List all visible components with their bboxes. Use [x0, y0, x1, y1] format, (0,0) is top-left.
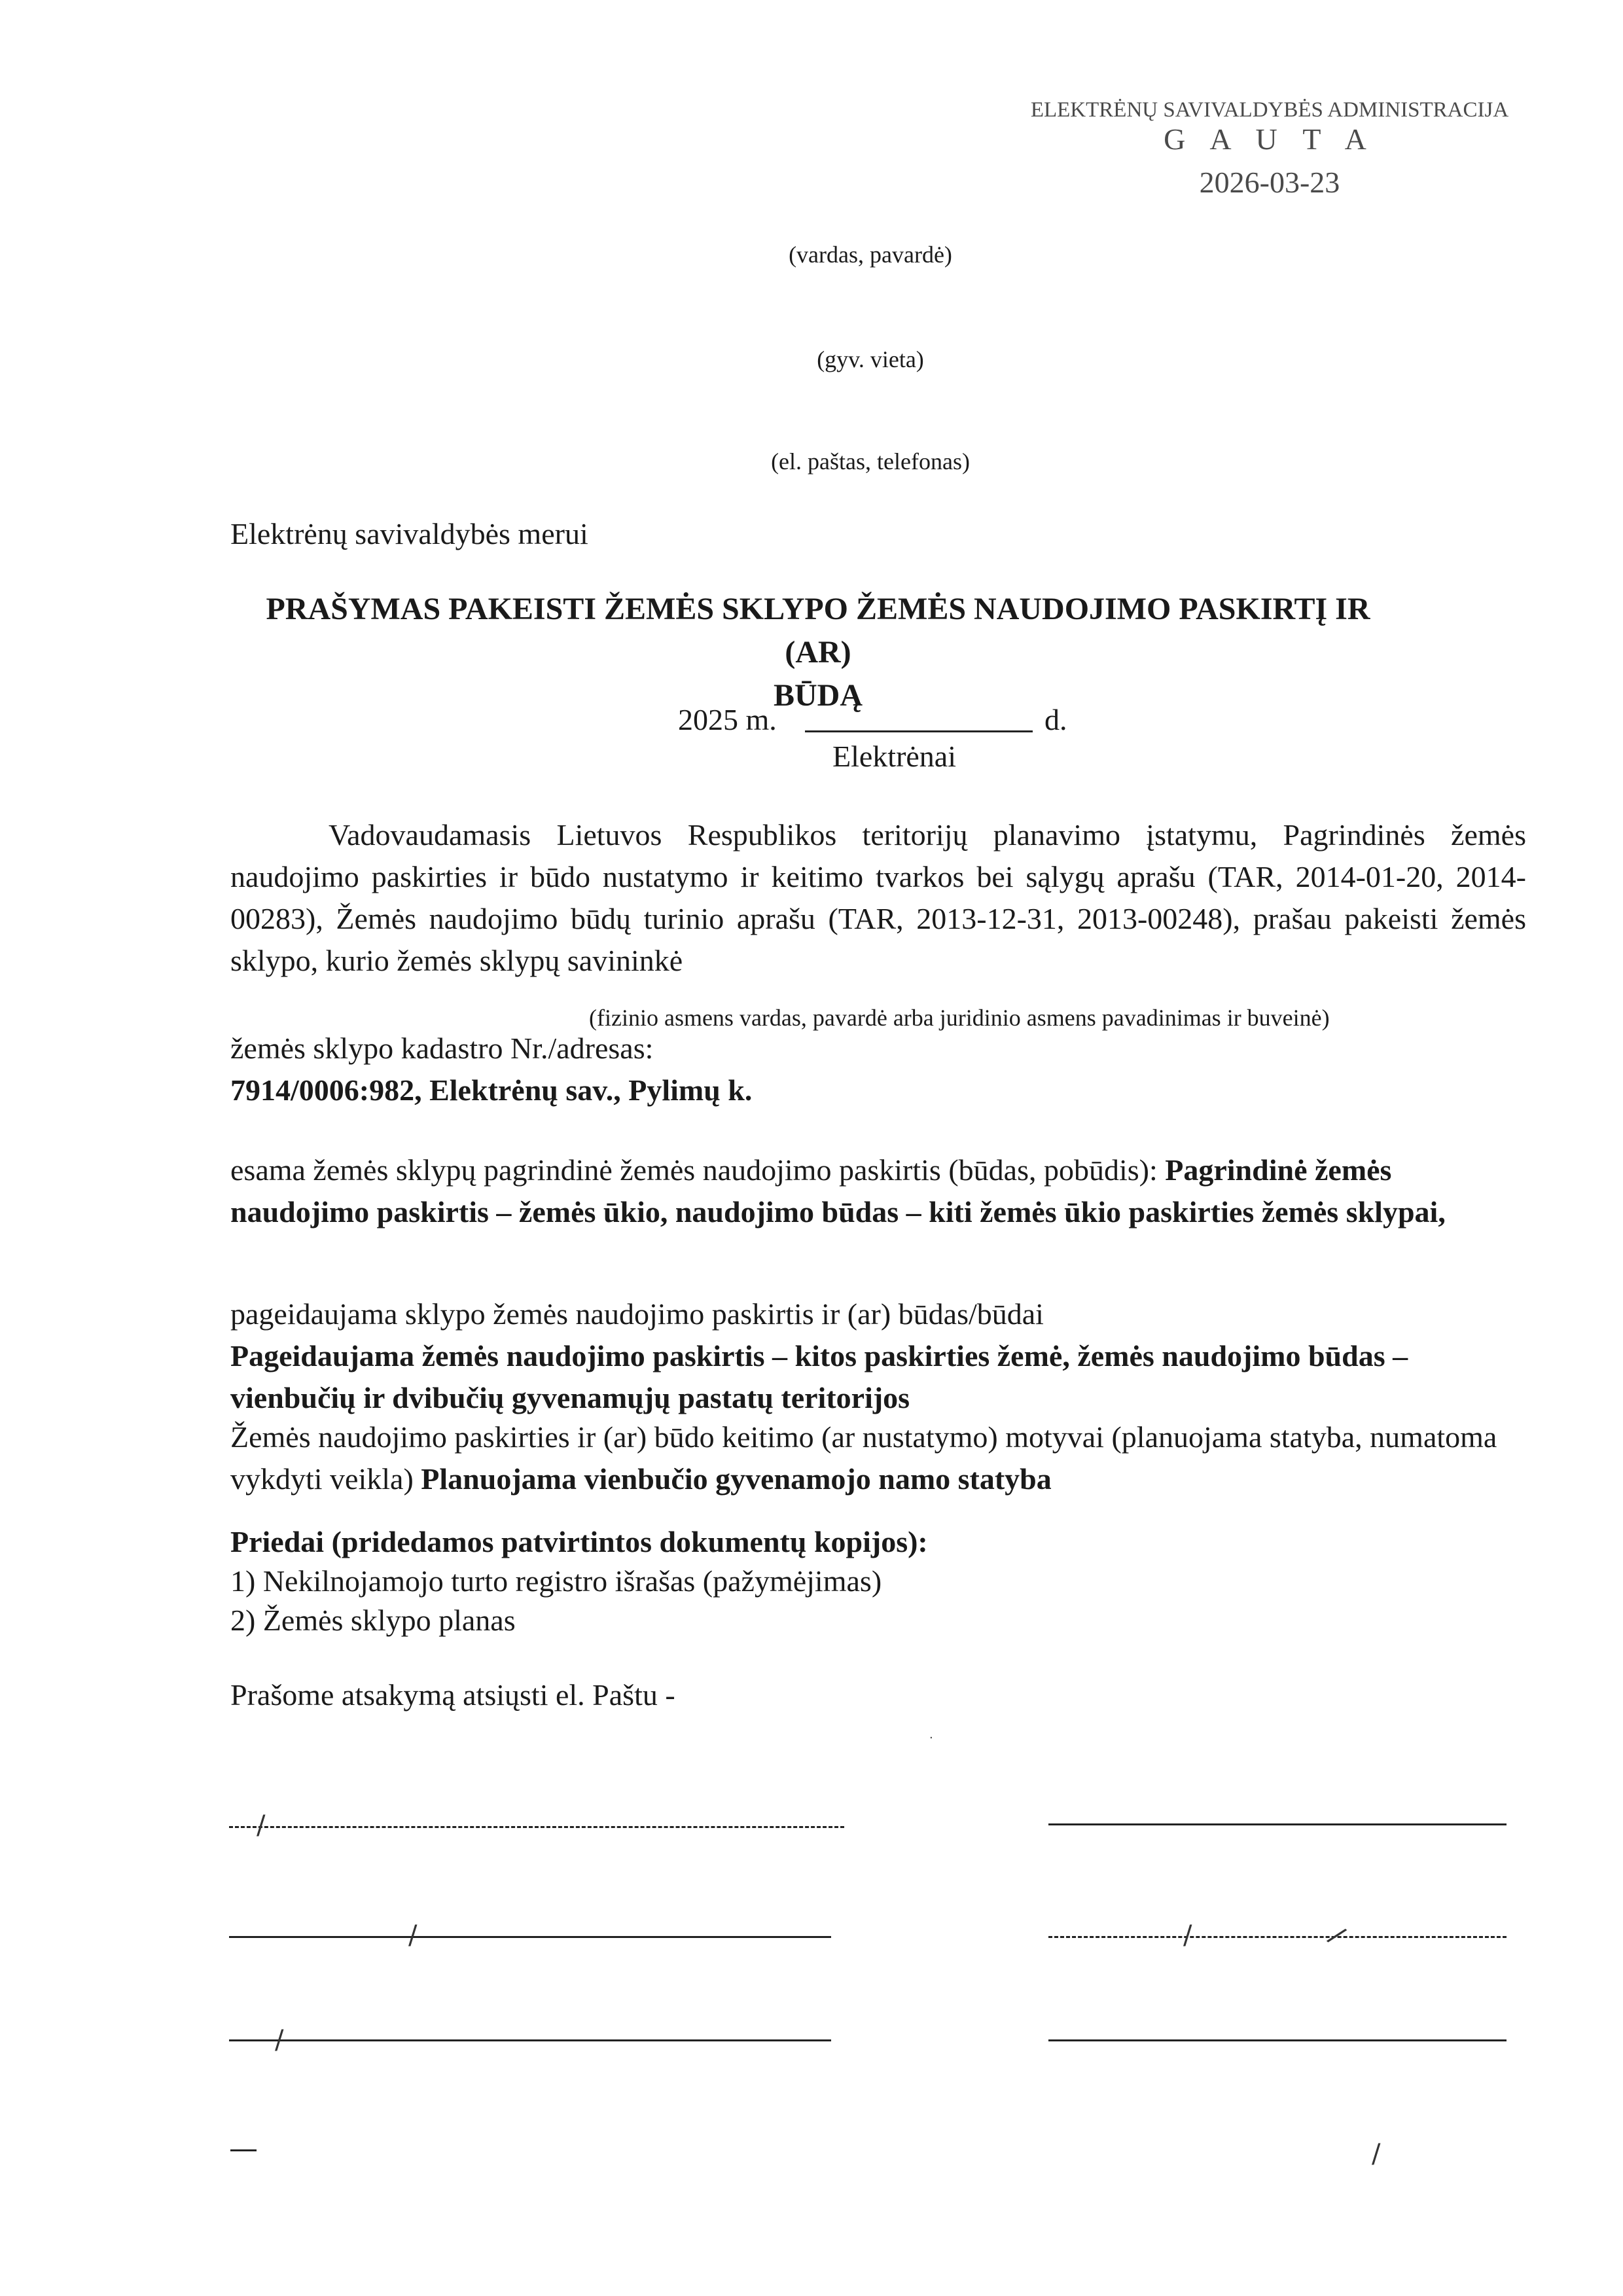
- attachment-item: 1) Nekilnojamojo turto registro išrašas (pažymėjimas): [230, 1564, 882, 1598]
- intro-paragraph: Vadovaudamasis Lietuvos Respublikos teritorijų planavimo įstatymu, Pagrindinės žemės naudojimo paskirties ir būdo nustatymo ir keitimo tvarkos bei sąlygų aprašu (TAR, 2014-01-20, 2014-00283), Žemės naudojimo būdų turinio aprašu (TAR, 2013-12-31, 2013-00248), prašau pakeisti žemės sklypo, kurio žemės sklypų savininkė: [230, 818, 1526, 977]
- current-use-label: esama žemės sklypų pagrindinė žemės naudojimo paskirtis (būdas, pobūdis):: [230, 1153, 1158, 1187]
- signature-line-left-4: [230, 2149, 257, 2151]
- applicant-residence-placeholder: (gyv. vieta): [817, 346, 924, 372]
- title-line-1: PRAŠYMAS PAKEISTI ŽEMĖS SKLYPO ŽEMĖS NAUDOJIMO PASKIRTĮ IR (AR): [266, 592, 1370, 670]
- stamp-received: G A U T A: [1164, 122, 1376, 156]
- date-year: 2025 m.: [678, 703, 777, 736]
- current-use: [230, 1149, 1513, 1233]
- stamp-organization: ELEKTRĖNŲ SAVIVALDYBĖS ADMINISTRACIJA: [1030, 98, 1509, 122]
- reply-request: Prašome atsakymą atsiųsti el. Paštu -: [230, 1678, 675, 1712]
- pen-mark: /: [257, 1810, 266, 1840]
- pen-mark: /: [408, 1920, 418, 1950]
- signature-line-right-2: [1048, 1936, 1507, 1938]
- cadastre-label: žemės sklypo kadastro Nr./adresas:: [230, 1031, 654, 1065]
- requested-use-label: pageidaujama sklypo žemės naudojimo paskirtis ir (ar) būdas/būdai: [230, 1297, 1044, 1331]
- signature-line-left-2: [229, 1936, 831, 1938]
- current-use-value: Pagrindinė žemės naudojimo paskirtis – žemės ūkio, naudojimo būdas – kiti žemės ūkio paskirties žemės sklypai,: [230, 1153, 1446, 1229]
- pen-mark: /: [275, 2025, 284, 2055]
- pen-mark: /: [1372, 2139, 1381, 2169]
- applicant-contact-placeholder: (el. paštas, telefonas): [771, 448, 970, 475]
- applicant-name-placeholder: (vardas, pavardė): [789, 242, 952, 268]
- title-line-2: BŪDĄ: [773, 678, 863, 713]
- attachments-heading: Priedai (pridedamos patvirtintos dokumentų kopijos):: [230, 1525, 928, 1558]
- motive-value: Planuojama vienbučio gyvenamojo namo statyba: [421, 1462, 1052, 1496]
- motive: [230, 1416, 1513, 1500]
- signature-line-right-3: [1048, 2039, 1507, 2041]
- motive-label: Žemės naudojimo paskirties ir (ar) būdo keitimo (ar nustatymo) motyvai (planuojama statyba, numatoma vykdyti veikla): [230, 1420, 1497, 1496]
- owner-placeholder: (fizinio asmens vardas, pavardė arba juridinio asmens pavadinimas ir buveinė): [589, 1005, 1330, 1031]
- date-blank-line: [805, 730, 1033, 732]
- date-day: d.: [1044, 703, 1067, 736]
- requested-use-value: Pageidaujama žemės naudojimo paskirtis – kitos paskirties žemė, žemės naudojimo būdas – vienbučių ir dvibučių gyvenamųjų pastatų teritorijos: [230, 1339, 1408, 1414]
- pen-mark: /: [1323, 1921, 1350, 1950]
- signature-line-left-3: [229, 2039, 831, 2041]
- date-place: Elektrėnai: [832, 740, 957, 773]
- signature-line-left-1: [229, 1826, 844, 1828]
- pen-mark: .: [929, 1728, 933, 1742]
- attachment-item: 2) Žemės sklypo planas: [230, 1604, 516, 1637]
- document-title: [229, 588, 1407, 717]
- cadastre-value: 7914/0006:982, Elektrėnų sav., Pylimų k.: [230, 1073, 753, 1107]
- signature-line-right-1: [1048, 1823, 1507, 1825]
- addressee: Elektrėnų savivaldybės merui: [230, 517, 588, 550]
- pen-mark: /: [1183, 1920, 1192, 1950]
- stamp-date: 2026-03-23: [1199, 166, 1340, 199]
